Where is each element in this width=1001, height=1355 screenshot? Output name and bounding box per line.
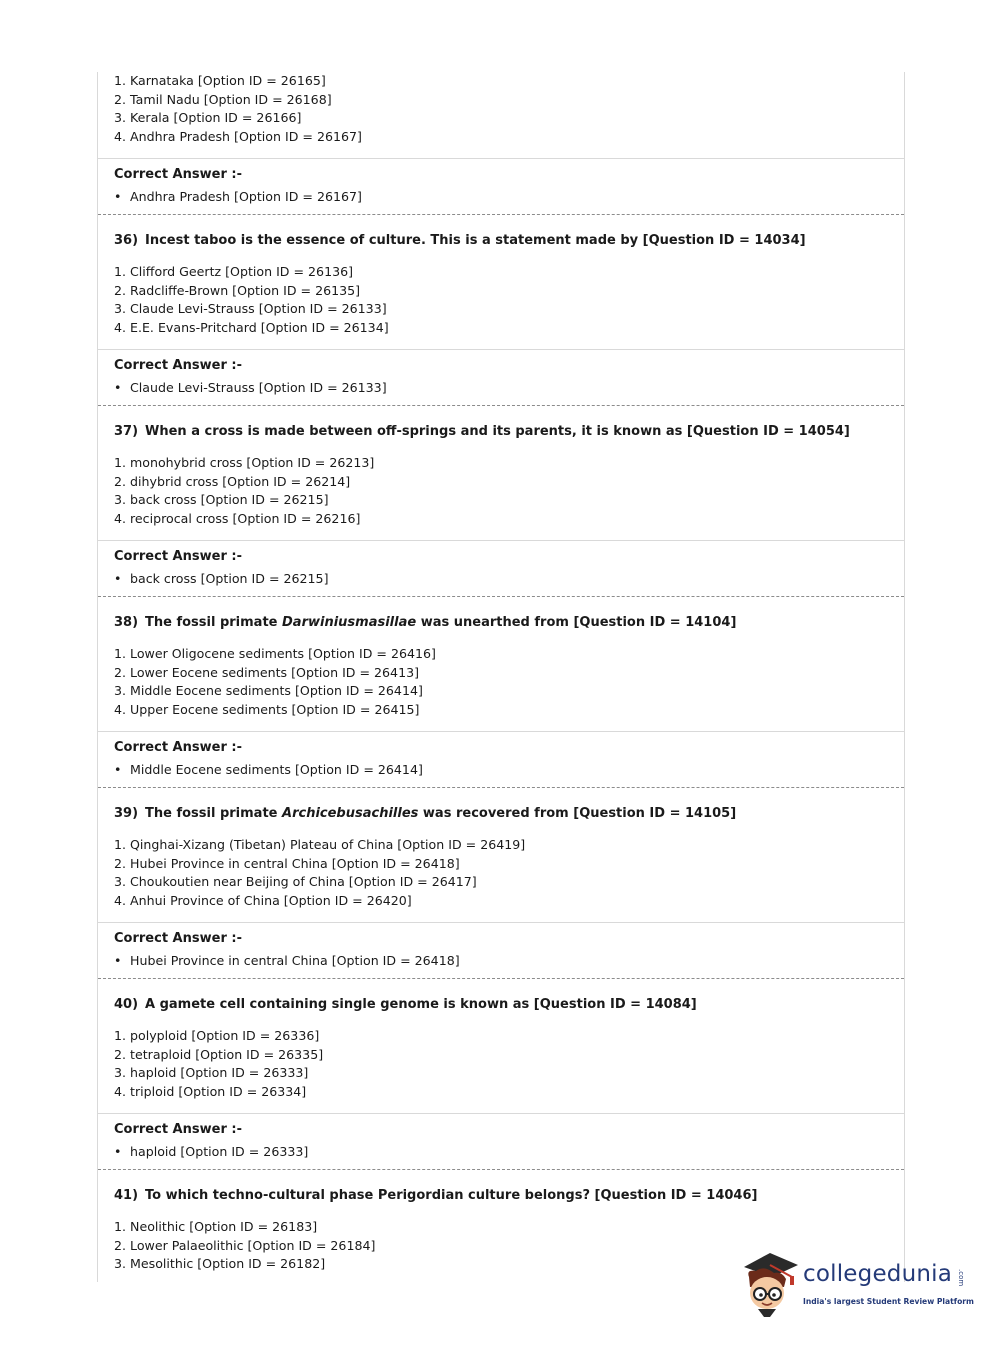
option-list [114, 1218, 375, 1274]
option: 1. Karnataka [Option ID = 26165] [114, 73, 326, 88]
logo-wordmark: collegedunia [803, 1261, 953, 1287]
option: 1. Neolithic [Option ID = 26183] [114, 1219, 318, 1234]
bullet-icon: • [114, 380, 122, 395]
question-title [114, 996, 697, 1014]
question-divider [98, 978, 904, 979]
question-title [114, 423, 850, 441]
species-name: Archicebusachilles [282, 806, 419, 821]
option: 2. dihybrid cross [Option ID = 26214] [114, 473, 351, 489]
section-divider [98, 1113, 904, 1114]
option: 3. Middle Eocene sediments [Option ID = 26414] [114, 683, 423, 699]
bullet-icon: • [114, 762, 122, 777]
correct-answer [114, 379, 387, 397]
option-list [114, 454, 374, 528]
option: 3. Mesolithic [Option ID = 26182] [114, 1256, 326, 1272]
option: 4. Upper Eocene sediments [Option ID = 26415] [114, 701, 420, 717]
bullet-icon: • [114, 1144, 122, 1159]
option: 3. Choukoutien near Beijing of China [Option ID = 26417] [114, 874, 477, 890]
option: 3. haploid [Option ID = 26333] [114, 1065, 309, 1081]
option: 4. triploid [Option ID = 26334] [114, 1083, 307, 1099]
correct-answer-text: Hubei Province in central China [Option ID = 26418] [130, 953, 460, 968]
correct-answer [114, 761, 423, 779]
section-divider [98, 349, 904, 350]
question-divider [98, 214, 904, 215]
document-page [97, 72, 905, 1282]
bullet-icon: • [114, 189, 122, 204]
collegedunia-logo [740, 1247, 974, 1319]
option: 1. monohybrid cross [Option ID = 26213] [114, 455, 375, 470]
option: 4. Andhra Pradesh [Option ID = 26167] [114, 128, 362, 144]
logo-suffix: .com [957, 1269, 965, 1287]
logo-tagline: India's largest Student Review Platform [803, 1297, 974, 1306]
question-divider [98, 596, 904, 597]
question-number: 36) [114, 233, 139, 248]
correct-answer-text: haploid [Option ID = 26333] [130, 1144, 309, 1159]
question-text: Incest taboo is the essence of culture. This is a statement made by [Question ID = 14034] [145, 233, 806, 248]
option: 1. Lower Oligocene sediments [Option ID = 26416] [114, 646, 436, 661]
question-text-pre: The fossil primate [145, 615, 283, 630]
question-text-post: was unearthed from [Question ID = 14104] [416, 615, 737, 630]
option: 4. E.E. Evans-Pritchard [Option ID = 26134] [114, 319, 389, 335]
correct-answer-label: Correct Answer :- [114, 740, 242, 755]
question-text-post: was recovered from [Question ID = 14105] [418, 806, 737, 821]
correct-answer-text: Claude Levi-Strauss [Option ID = 26133] [130, 380, 387, 395]
correct-answer-label: Correct Answer :- [114, 358, 242, 373]
section-divider [98, 922, 904, 923]
question-title [114, 1187, 757, 1205]
correct-answer-text: Andhra Pradesh [Option ID = 26167] [130, 189, 362, 204]
question-text: A gamete cell containing single genome is known as [Question ID = 14084] [145, 997, 697, 1012]
option: 1. Clifford Geertz [Option ID = 26136] [114, 264, 354, 279]
correct-answer-label: Correct Answer :- [114, 931, 242, 946]
correct-answer-label: Correct Answer :- [114, 1122, 242, 1137]
option: 1. polyploid [Option ID = 26336] [114, 1028, 320, 1043]
option-list [114, 263, 389, 337]
option: 2. tetraploid [Option ID = 26335] [114, 1046, 324, 1062]
option: 3. Kerala [Option ID = 26166] [114, 110, 302, 126]
section-divider [98, 731, 904, 732]
option-list [114, 836, 525, 910]
option: 2. Lower Eocene sediments [Option ID = 26413] [114, 664, 420, 680]
question-number: 38) [114, 615, 139, 630]
question-number: 39) [114, 806, 139, 821]
question-title [114, 614, 736, 632]
question-text: When a cross is made between off-springs and its parents, it is known as [Question ID = 14054] [145, 424, 850, 439]
question-divider [98, 405, 904, 406]
correct-answer [114, 570, 328, 588]
species-name: Darwiniusmasillae [282, 615, 417, 630]
option-list [114, 645, 436, 719]
option: 2. Radcliffe-Brown [Option ID = 26135] [114, 282, 361, 298]
correct-answer [114, 1143, 308, 1161]
option-list [114, 1027, 323, 1101]
option: 2. Hubei Province in central China [Option ID = 26418] [114, 855, 460, 871]
correct-answer-text: Middle Eocene sediments [Option ID = 26414] [130, 762, 423, 777]
section-divider [98, 158, 904, 159]
question-title [114, 805, 736, 823]
option: 1. Qinghai-Xizang (Tibetan) Plateau of China [Option ID = 26419] [114, 837, 526, 852]
bullet-icon: • [114, 571, 122, 586]
correct-answer [114, 188, 362, 206]
question-number: 37) [114, 424, 139, 439]
question-divider [98, 1169, 904, 1170]
question-title [114, 232, 806, 250]
option-list [114, 72, 362, 146]
question-number: 41) [114, 1188, 139, 1203]
question-divider [98, 787, 904, 788]
mascot-icon [740, 1247, 802, 1319]
section-divider [98, 540, 904, 541]
option: 2. Lower Palaeolithic [Option ID = 26184] [114, 1237, 376, 1253]
option: 3. Claude Levi-Strauss [Option ID = 26133] [114, 301, 387, 317]
option: 4. Anhui Province of China [Option ID = 26420] [114, 892, 412, 908]
correct-answer-label: Correct Answer :- [114, 549, 242, 564]
bullet-icon: • [114, 953, 122, 968]
correct-answer [114, 952, 460, 970]
option: 2. Tamil Nadu [Option ID = 26168] [114, 91, 332, 107]
option: 3. back cross [Option ID = 26215] [114, 492, 329, 508]
question-text-pre: The fossil primate [145, 806, 283, 821]
question-number: 40) [114, 997, 139, 1012]
correct-answer-text: back cross [Option ID = 26215] [130, 571, 329, 586]
option: 4. reciprocal cross [Option ID = 26216] [114, 510, 361, 526]
correct-answer-label: Correct Answer :- [114, 167, 242, 182]
question-text: To which techno-cultural phase Perigordian culture belongs? [Question ID = 14046] [145, 1188, 758, 1203]
